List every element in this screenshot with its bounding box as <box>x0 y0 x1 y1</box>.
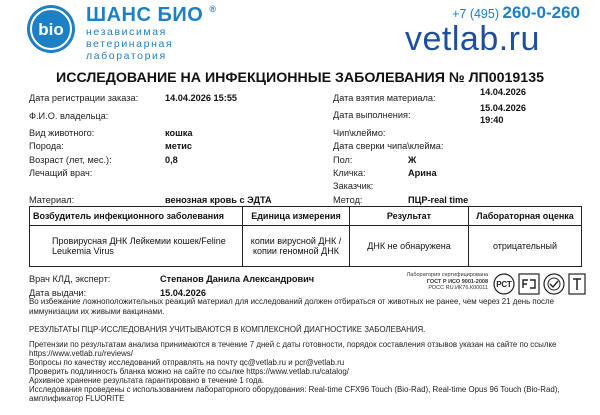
age-label: Возраст (лет, мес.): <box>29 155 112 165</box>
reviews-link[interactable]: https://www.vetlab.ru/reviews/ <box>29 349 133 358</box>
material-label: Материал: <box>29 195 75 205</box>
issue-date-value: 15.04.2026 <box>160 288 206 298</box>
assessment-cell: отрицательный <box>469 226 582 267</box>
vaccination-note-1: Во избежание ложноположительных реакций материал для исследований должен отбираться от животных не ранее, чем через 21 день после <box>29 297 554 306</box>
species-value: кошка <box>165 128 193 138</box>
quality-mark-icon <box>543 273 565 295</box>
tagline-line-2: ветеринарная <box>86 38 174 50</box>
done-time-value: 19:40 <box>480 115 504 125</box>
brand-logo <box>27 5 75 53</box>
table-header-row <box>30 207 582 226</box>
tagline-line-3: лаборатория <box>86 50 167 62</box>
table-row <box>30 226 582 267</box>
sample-date-value: 14.04.2026 <box>480 87 526 97</box>
customer-label: Заказчик: <box>333 181 374 191</box>
site-url: vetlab.ru <box>405 20 540 58</box>
reg-date-value: 14.04.2026 15:55 <box>165 93 238 103</box>
result-cell: ДНК не обнаружена <box>350 226 469 267</box>
document-title: ИССЛЕДОВАНИЕ НА ИНФЕКЦИОННЫЕ ЗАБОЛЕВАНИЯ № ЛП0019135 <box>56 70 544 86</box>
archive-note: Архивное хранение результата гарантировано в течение 1 года. <box>29 376 265 385</box>
col-result-header: Результат <box>350 207 469 226</box>
gost-seal-icon <box>493 273 515 295</box>
species-label: Вид животного: <box>29 128 95 138</box>
age-value: 0,8 <box>165 155 178 165</box>
col-pathogen-header: Возбудитель инфекционного заболевания <box>30 207 243 226</box>
sample-date-label: Дата взятия материала: <box>333 93 436 103</box>
phone: +7 (495) 260-0-260 <box>452 3 580 22</box>
breed-value: метис <box>165 141 193 151</box>
certification-mark-icon <box>518 273 540 295</box>
svg-text:РСТ: РСТ <box>496 280 512 289</box>
quality-contact-note[interactable]: Вопросы по качеству исследований отправлять на почту qc@vetlab.ru и pcr@vetlab.ru <box>29 358 345 367</box>
method-value: ПЦР-real time <box>408 195 469 205</box>
sex-value: Ж <box>408 155 417 165</box>
results-table <box>29 206 582 267</box>
col-unit-header: Единица измерения <box>243 207 350 226</box>
equipment-note-2: амплификатор FLUORITE <box>29 394 125 403</box>
reg-date-label: Дата регистрации заказа: <box>29 93 139 103</box>
unit-cell: копии вирусной ДНК / копии геномной ДНК <box>243 226 350 267</box>
phone-number: 260-0-260 <box>502 3 580 22</box>
standard-mark-icon <box>568 273 586 295</box>
pathogen-cell: Провирусная ДНК Лейкемии кошек/Feline Leukemia Virus <box>30 226 243 267</box>
doctor-value: Степанов Данила Александрович <box>160 274 315 284</box>
doctor-label: Врач КЛД, эксперт: <box>29 274 111 284</box>
diagnostics-note: РЕЗУЛЬТАТЫ ПЦР-ИССЛЕДОВАНИЯ УЧИТЫВАЮТСЯ В КОМПЛЕКСНОЙ ДИАГНОСТИКЕ ЗАБОЛЕВАНИЯ. <box>29 325 426 334</box>
material-value: венозная кровь с ЭДТА <box>165 195 272 205</box>
logo-text: bio <box>38 20 64 39</box>
pet-name-value: Арина <box>408 168 437 178</box>
brand-name: ШАНС БИО ® <box>86 4 217 26</box>
breed-label: Порода: <box>29 141 64 151</box>
sex-label: Пол: <box>333 155 353 165</box>
authenticity-note[interactable]: Проверить подлинность бланка можно на сайте по ссылке https://www.vetlab.ru/catalog/ <box>29 367 349 376</box>
method-label: Метод: <box>333 195 363 205</box>
accreditation-text: Лаборатория сертифицирована ГОСТ Р ИСО 9001-2008 РОСС RU.ИК76.К00011 <box>406 272 488 291</box>
chip-check-label: Дата сверки чипа\клейма: <box>333 141 444 151</box>
done-date-value: 15.04.2026 <box>480 103 526 113</box>
pet-name-label: Кличка: <box>333 168 366 178</box>
tagline-line-1: независимая <box>86 26 167 38</box>
vaccination-note-2: иммунизации их живыми вакцинами. <box>29 307 165 316</box>
chip-label: Чип\клеймо: <box>333 128 386 138</box>
col-assessment-header: Лабораторная оценка <box>469 207 582 226</box>
issue-date-label: Дата выдачи: <box>29 288 87 298</box>
done-date-label: Дата выполнения: <box>333 110 411 120</box>
owner-label: Ф.И.О. владельца: <box>29 111 109 121</box>
equipment-note-1: Исследования проведены с использованием лабораторного оборудования: Real-time CFX96 Touch (Bio-Rad), Real-time Opus 96 Touch (Bio-Rad), <box>29 385 560 394</box>
claims-note: Претензии по результатам анализа принимаются в течение 7 дней с даты готовности, порядок составления отзывов указан на сайте по ссылке <box>29 340 557 349</box>
vet-label: Лечащий врач: <box>29 168 93 178</box>
